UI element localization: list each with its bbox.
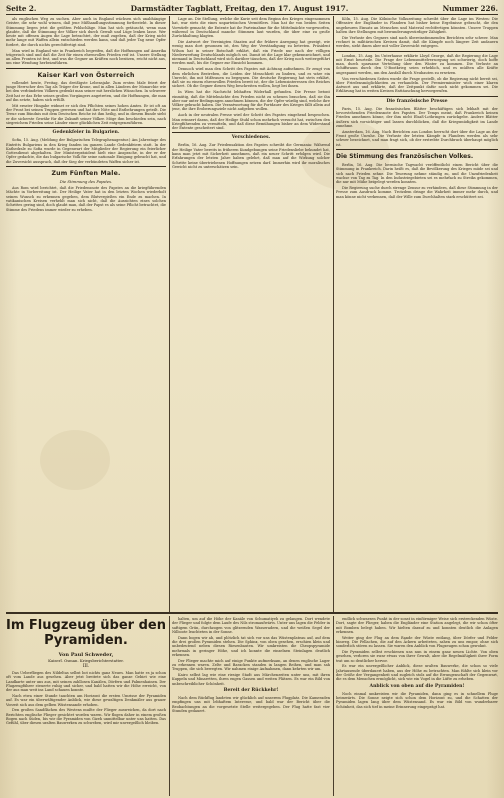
article-divider [336, 149, 498, 150]
article-divider [6, 127, 166, 128]
paragraph: Den großen Sandflächen des Westens mußte der Flieger ausweichen, da dort nach Berichten englische Flieger gesichtet worden waren. Wir flogen daher in einem großen Bogen nach Süden, bis wir die Pyramiden von Gizeh unmittelbar unter uns hatten. Das Gefühl, über diesen uralten Bauwerken zu schweben, wird mir unvergeßlich bleiben. [6, 708, 166, 726]
paragraph: Man wird in England wie in Frankreich begreifen, daß die Hoffnungen auf Amerika trügerisch sind und daß die Zeit für einen ehrenvollen Frieden reif ist. Unsere Stellung an allen Fronten ist fest, und was die Gegner an Kräften noch besitzen, reicht nicht aus, um eine Wendung herbeizuführen. [6, 48, 166, 66]
paragraph: Köln, 15. Aug. Die Kölnische Volkszeitung schreibt über die Lage im Westen: Die Offensive der Engländer in Flandern hat bisher keine Ergebnisse gebracht, die den ungeheuren Einsatz an Menschen und Material rechtfertigen könnten. Unsere Truppen halten ihre Stellungen mit bewunderungswürdiger Zähigkeit. [336, 17, 498, 34]
paragraph: Kairo selbst lag wie eine riesige Stadt aus Märchenzeiten unter uns, mit ihren Kuppeln und Minaretten, ihren engen Gassen und weiten Plätzen. Es war ein Bild von unbeschreiblicher Schönheit. [172, 673, 330, 686]
paragraph: Die Verluste des Gegners sind nach übereinstimmenden Berichten sehr schwer. Man rechnet in militärischen Kreisen damit, daß die Kämpfe noch längere Zeit andauern werden, sieht ihnen aber mit voller Zuversicht entgegen. [336, 35, 498, 49]
section-divider [6, 612, 498, 614]
paragraph: Auch in der neutralen Presse wird der Schritt des Papstes eingehend besprochen. Man erinnert daran, daß der Heilige Stuhl schon mehrfach versucht hat, zwischen den Kriegführenden zu vermitteln, und daß diese Bemühungen bisher an dem Widerstand der Entente gescheitert sind. [172, 113, 330, 131]
headline-franzoesische-presse: Die französische Presse [386, 98, 448, 104]
feature-author-title: Kaiserl. Osman. Kriegsberichterstatter. [48, 658, 124, 663]
paragraph: Von verschiedenen Seiten wurde die Frage gestellt, ob die Regierung nicht bereit sei, über Friedensmöglichkeiten zu verhandeln. Der Premierminister wich einer klaren Antwort aus und erklärte, daß der Zeitpunkt dafür noch nicht gekommen sei. Die Erklärung hat in weiten Kreisen Enttäuschung hervorgerufen. [336, 76, 498, 94]
paragraph: Dennoch wird man den Schritt des Papstes mit Achtung aufnehmen. Er zeugt von dem ehrlichen Bestreben, die Leiden der Menschheit zu lindern, und es wäre ein Unrecht, ihn mit Mißtrauen zu begegnen. Die deutsche Regierung hat stets erklärt, daß sie zu einem ehrenvollen Frieden bereit ist, der die Lebensinteressen des Reiches sichert. Ob die Gegner diesen Weg beschreiten wollen, liegt bei ihnen. [172, 67, 330, 89]
paragraph: Nach dem Rückflug landeten wir glücklich auf unserem Flugplatz. Die Kameraden empfingen uns mit lebhaftem Interesse, und bald war der Bericht über die Beobachtungen an die vorgesetzte Stelle weitergegeben. Der Flug hatte fast vier Stunden gedauert. [172, 695, 330, 713]
column-1 [6, 17, 166, 607]
feature-subheadline: Anblick von oben auf die Pyramiden! [369, 683, 465, 689]
article-divider [336, 51, 498, 52]
column-rule [169, 616, 170, 796]
article-divider [336, 96, 498, 97]
paragraph: Weiter ging der Flug an dem Rande der Wüste entlang, über Dörfer und Felder hinweg. Die Fellachen, die auf den Äckern arbeiteten, sahen zu uns empor, ohne sich sonderlich stören zu lassen. Sie waren den Anblick von Flugzeugen schon gewohnt. [336, 635, 498, 649]
paragraph: Paris, 15. Aug. Die französischen Blätter beschäftigen sich lebhaft mit der bevorstehenden Friedensnote des Papstes. Der Temps meint, daß Frankreich keinen Frieden annehmen könne, der ihm nicht Elsaß-Lothringen zurückgebe. Andere Blätter äußern sich vorsichtiger und lassen durchblicken, daß die Kriegsmüdigkeit im Lande zunehme. [336, 106, 498, 128]
paragraph: Amsterdam, 16. Aug. Nach Berichten aus London herrscht dort über die Lage an der Front große Unruhe. Die Verluste der letzten Kämpfe in Flandern werden als sehr schwer bezeichnet, und man fragt sich, ob der erstrebte Durchbruch überhaupt möglich ist. [336, 129, 498, 147]
feature-headline: Im Flugzeug über den Pyramiden. [6, 618, 166, 648]
page-header [6, 2, 498, 14]
subheadline: Die Stimmung des Papstes. [59, 179, 113, 185]
paragraph: Die Regierung suche durch strenge Zensur zu verhindern, daß diese Stimmung in der Presse zum Ausdruck komme. Trotzdem dringe die Wahrheit immer mehr durch, und man könne nicht verkennen, daß der Wille zum Durchhalten stark erschüttert sei. [336, 185, 498, 199]
feature-author: Von Paul Schweder, [58, 652, 114, 658]
column-3 [336, 17, 498, 607]
paragraph: Sofia, 15. Aug. (Meldung der Bulgarischen Telegraphenagentur.) Am Jahrestage des Eintritts Bulgariens in den Krieg fanden im ganzen Lande Gedenkfeiern statt. In der Kathedrale zu Sofia wurde in Gegenwart der Mitglieder der Regierung ein feierlicher Gottesdienst abgehalten. Der Ministerpräsident hielt eine Ansprache, in der er der Opfer gedachte, die das bulgarische Volk für seine nationale Einigung gebracht hat, und die Zuversicht aussprach, daß der Sieg der verbündeten Waffen sicher ist. [6, 138, 166, 164]
paragraph: London, 15. Aug. Im Unterhause erklärte Lloyd George, daß die Regierung die Lage mit Ernst beurteile. Die Frage der Lebensmittelversorgung sei schwierig, doch hoffe man, durch sparsame Verteilung über den Winter zu kommen. Die Verluste an Schiffsraum durch den U-Bootkrieg seien erheblich, und es müßten alle Kräfte angespannt werden, um den Ausfall durch Neubauten zu ersetzen. [336, 53, 498, 75]
column-rule [333, 16, 334, 612]
headline-bulgarien: Gedenkfeier in Bulgarien. [52, 130, 120, 136]
paragraph: In Wien hat die Nachricht lebhaften Widerhall gefunden. Die Presse betont einmütig, daß die Mittelmächte den Frieden nicht zu scheuen brauchen, daß sie ihn aber nur unter Bedingungen annehmen können, die der Opfer würdig sind, welche ihre Völker gebracht haben. Die Verantwortung für die Fortdauer des Krieges fällt allein auf jene, die ihre Eroberungsziele nicht aufgeben wollen. [172, 90, 330, 112]
paragraph: Mit ernster Hingabe widmet er sich den Pflichten seines hohen Amtes. Er ist oft an der Front bei seinen Truppen gewesen und hat ihre Nöte und Entbehrungen geteilt. Die Treue zum Bündnis mit dem Deutschen Reiche ist ihm heilig, und in diesem Bunde sieht er die sicherste Gewähr für die Zukunft seiner Völker. Möge ihm beschieden sein, nach siegreichem Frieden seine Länder einer glücklichen Zeit entgegenzuführen. [6, 103, 166, 125]
paragraph: Noch einmal umkreisten wir die Pyramiden, dann ging es in schnellem Fluge heimwärts. Die Sonne neigte sich schon dem Horizont zu, und die Schatten der Pyramiden lagen lang über dem Wüstensand. Es war ein Bild von wunderbarer Schönheit, das sich tief in meine Erinnerung eingeprägt hat. [336, 691, 498, 709]
feature-column-2 [172, 617, 330, 796]
article-divider [6, 68, 166, 69]
headline-verschiedenes: Verschiedenes. [231, 135, 271, 141]
article-divider [6, 166, 166, 167]
headline-fuenften-male: Zum Fünften Male. [51, 170, 121, 178]
paragraph: halten, um auf die Höhe der Kanäle von Schumatiyeh zu gelangen. Dort wendete der Flieger und folgte dem Laufe des Nils stromaufwärts. Unter uns lagen die Felder in saftigem Grün, durchzogen von glitzernden Wasseradern, und die weißen Segel der Nilboote leuchteten in der Sonne. [172, 617, 330, 634]
paragraph: vollendet heute, Freitag, das dreißigste Lebensjahr. Zum ersten Male feiert der junge Herrscher den Tag als Träger der Krone, und in allen Ländern der Monarchie wie bei den verbündeten Völkern gedenkt man seiner mit herzlichen Wünschen. In schwerer Zeit hat er das Erbe seines großen Vorgängers angetreten, und die Hoffnungen, die man auf ihn setzte, haben sich erfüllt. [6, 80, 166, 102]
issue-number: Nummer 226. [442, 3, 498, 13]
paragraph: Die Pyramiden selbst erschienen uns nun in einem ganz neuen Lichte. Von oben gesehen, verloren sie zwar etwas von ihrer Gewalt, aber die Regelmäßigkeit ihrer Form trat um so deutlicher hervor. [336, 650, 498, 663]
newspaper-masthead: Darmstädter Tagblatt, Freitag, den 17. August 1917. [130, 3, 349, 13]
feature-part: III. [82, 664, 90, 669]
feature-column-1 [6, 671, 166, 796]
paragraph: Es war ein unvergeßlicher Anblick, diese uralten Bauwerke, die schon so viele Jahrtausende überdauert haben, aus der Höhe zu betrachten. Man fühlte sich klein vor der Größe der Vergangenheit und zugleich stolz auf die Errungenschaft der Gegenwart, die es dem Menschen ermöglicht, sich wie ein Vogel in die Lüfte zu erheben. [336, 664, 498, 682]
paragraph: Das Ueberfliegen des Nildeltas selbst bot nichts ganz Neues. Man hatte es ja schon oft vom Lande aus gesehen. Aber jetzt breitete sich das ganze Gebiet wie eine Landkarte unter uns aus, mit seinen zahllosen Kanälen, Dörfern und Palmenhainen. Der Flugzeugführer steuerte ruhig und sicher, und bald hatten wir die Höhe erreicht, von der aus man weit ins Land schauen konnte. [6, 671, 166, 693]
paragraph: Dann bogen wir ab, und plötzlich tat sich vor uns das Wüstenplateau auf, auf dem die drei großen Pyramiden stehen. Die Sphinx, von oben gesehen, erschien klein und unbedeutend neben diesen Riesenbauten. Wir umkreisten die Cheopspyramide mehrmals in geringer Höhe, und ich konnte die einzelnen Steinlagen deutlich erkennen. [172, 635, 330, 657]
feature-subheadline: Bereit der Rückkehr! [223, 687, 279, 693]
article-continued [6, 17, 166, 66]
feature-column-3 [336, 617, 498, 796]
header-rule [6, 14, 498, 15]
paragraph: Die Antwort der Vereinigten Staaten auf die frühere Anregung hat gezeigt, wie wenig man dort gesonnen ist, den Weg der Verständigung zu betreten. Präsident Wilson hat in seiner Botschaft erklärt, daß ein Friede nur nach der völligen Niederwerfung Deutschlands möglich sei. Damit ist die Lage klar gekennzeichnet, und niemand in Deutschland wird sich darüber täuschen, daß der Krieg noch weitergeführt werden muß, bis die Gegner zur Einsicht kommen. [172, 39, 330, 66]
paragraph: als englischen Weg zu suchen. Aber auch in England wächsen sich unabhängige Geister, die sehr wohl wissen, daß jene Mißhandlungsstimmung fortbesteht. In dieser Stimmung liegen jetzt die größten Fehlschläge. Man hat sich getäuscht, wenn man glaubte, daß die Stimmung der Völker sich durch Gewalt und Lüge lenken lasse. Wer heute mit offenen Augen die Lage betrachtet, der muß zugeben, daß der Krieg nicht mehr lange mit Waffen allein entschieden werden kann, und daß jeder Tag neue Opfer fordert, die durch nichts gerechtfertigt sind. [6, 17, 166, 47]
column-rule [333, 616, 334, 796]
paragraph: Lage an. Die Stellung, welche die Kurie seit dem Beginn des Krieges eingenommen hat, war stets die eines unparteiischen Vermittlers. Man hat ihr von beiden Seiten Vorwürfe gemacht; die Entente hat ihr Parteinahme für die Mittelmächte vorgeworfen, während in Deutschland manche Stimmen laut wurden, die über eine zu große Zurückhaltung klagten. [172, 17, 330, 39]
paragraph: endlich schwarzen Punkt in der sonst in einförmiger Weise sich erstreckenden Wüste. Dort, sagte der Flieger, haben die Engländer eine Station angelegt, die wir schon öfter mit Bomben belegt haben. Wir hielten darauf zu und konnten deutlich die Anlagen erkennen. [336, 617, 498, 634]
paragraph: Aus Rom wird berichtet, daß die Friedensnote des Papstes an die kriegführenden Mächte in Vorbereitung ist. Der Heilige Vater hat in den letzten Wochen wiederholt seinen Wunsch zu erkennen gegeben, dem Blutvergießen ein Ende zu machen. In vatikanischen Kreisen verhehlt man sich nicht, daß die Aussichten eines solchen Schrittes gering sind, doch glaubt man, daß der Papst es als seine Pflicht betrachtet, die Stimme des Friedens immer wieder zu erheben. [6, 186, 166, 212]
column-2 [172, 17, 330, 607]
column-rule [169, 16, 170, 612]
headline-kaiser-karl: Kaiser Karl von Österreich [37, 71, 135, 79]
headline-stimmung-volkes: Die Stimmung des französischen Volkes. [336, 152, 474, 160]
page-number: Seite 2. [6, 3, 37, 13]
paragraph: Der Flieger machte mich auf einige Punkte aufmerksam, an denen englische Lager zu erkennen waren. Zelte und Baracken standen in langen Reihen, und man sah Truppen, die sich bewegten. Wir nahmen einige Aufnahmen, dann kehrten wir um. [172, 658, 330, 672]
paragraph: Berlin, 16. Aug. Die bernische Tagwacht veröffentlicht einen Bericht über die Stimmung in Frankreich. Darin heißt es, daß die Bevölkerung des Krieges müde sei und sich nach Frieden sehne. Die Teuerung nehme ständig zu, und die Unzufriedenheit wachse von Tag zu Tag. In den Industriegebieten sei es mehrfach zu Streiks gekommen, die nur mit Mühe beigelegt werden konnten. [336, 162, 498, 185]
paragraph: Nach etwa einer Stunde tauchten am Horizont die ersten Umrisse der Pyramiden auf. Es war ein überwältigender Anblick, wie diese gewaltigen Denkmäler aus grauer Vorzeit sich aus dem gelben Wüstensande erhoben. [6, 693, 166, 707]
paragraph: Berlin, 16. Aug. Zur Friedensaktion des Papstes schreibt die Germania: Während der Heilige Vater bereits in früheren Kundgebungen seine Friedensliebe bekundet hat, kann man jetzt mit Sicherheit annehmen, daß ein neuer Schritt erfolgen wird. Die Erfahrungen der letzten Jahre haben gelehrt, daß man auf die Wirkung solcher Schritte keine übertriebenen Hoffnungen setzen darf. Immerhin wird ihr moralisches Gewicht nicht zu unterschätzen sein. [172, 143, 330, 169]
article-divider [172, 132, 330, 133]
